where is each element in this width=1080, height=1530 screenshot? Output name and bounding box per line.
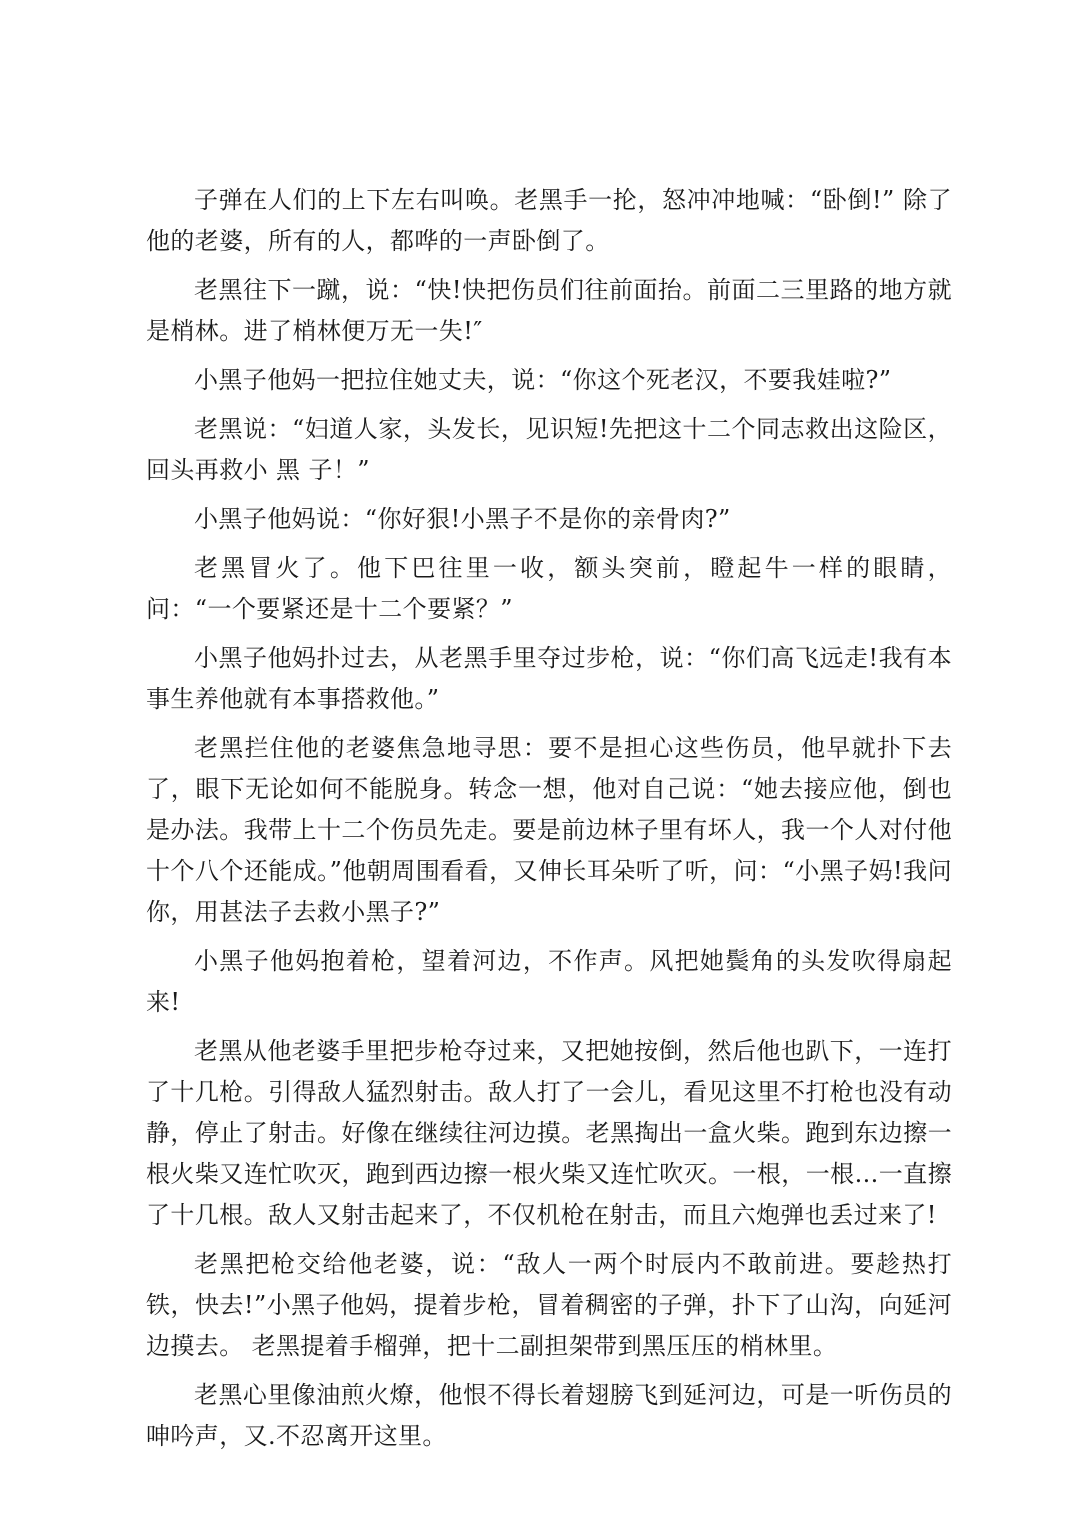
paragraph-12: 老黑心里像油煎火燎，他恨不得长着翅膀飞到延河边，可是一听伤员的呻吟声，又.不忍离开这里。	[146, 1381, 952, 1450]
story-text	[146, 180, 952, 1465]
paragraph-8: 老黑拦住他的老婆焦急地寻思：要不是担心这些伤员，他早就扑下去了，眼下无论如何不能脱身。转念一想，他对自己说：“她去接应他，倒也是办法。我带上十二个伤员先走。要是前边林子里有坏人，我一个人对付他十个八个还能成。”他朝周围看看，又伸长耳朵听了听，问：“小黑子妈!我问你，用甚法子去救小黑子?”	[146, 734, 952, 926]
paragraph-11: 老黑把枪交给他老婆，说：“敌人一两个时辰内不敢前进。要趁热打铁，快去!”小黑子他妈，提着步枪，冒着稠密的子弹，扑下了山沟，向延河边摸去。 老黑提着手榴弹，把十二副担架带到黑压压的梢林里。	[146, 1250, 952, 1360]
paragraph-1: 子弹在人们的上下左右叫唤。老黑手一抡，怒冲冲地喊：“卧倒!” 除了他的老婆，所有的人，都哗的一声卧倒了。	[146, 186, 952, 255]
paragraph-9: 小黑子他妈抱着枪，望着河边，不作声。风把她鬓角的头发吹得扇起来!	[146, 947, 952, 1016]
paragraph-10: 老黑从他老婆手里把步枪夺过来，又把她按倒，然后他也趴下，一连打了十几枪。引得敌人猛烈射击。敌人打了一会儿，看见这里不打枪也没有动静，停止了射击。好像在继续往河边摸。老黑掏出一盒火柴。跑到东边擦一根火柴又连忙吹灭，跑到西边擦一根火柴又连忙吹灭。一根，一根...一直擦了十几根。敌人又射击起来了，不仅机枪在射击，而且六炮弹也丢过来了!	[146, 1037, 952, 1229]
paragraph-2: 老黑往下一蹴，说：“快!快把伤员们往前面抬。前面二三里路的地方就是梢林。进了梢林便万无一失!″	[146, 276, 952, 345]
paragraph-3: 小黑子他妈一把拉住她丈夫，说：“你这个死老汉，不要我娃啦?”	[194, 366, 892, 394]
paragraph-7: 小黑子他妈扑过去，从老黑手里夺过步枪，说：“你们高飞远走!我有本事生养他就有本事搭救他。”	[146, 644, 952, 713]
paragraph-4: 老黑说：“妇道人家，头发长，见识短!先把这十二个同志救出这险区，回头再救小 黑 子！”	[146, 415, 952, 484]
paragraph-6: 老黑冒火了。他下巴往里一收，额头突前，瞪起牛一样的眼睛，问：“一个要紧还是十二个要紧？”	[146, 554, 952, 623]
paragraph-5: 小黑子他妈说：“你好狠!小黑子不是你的亲骨肉?”	[194, 505, 731, 533]
